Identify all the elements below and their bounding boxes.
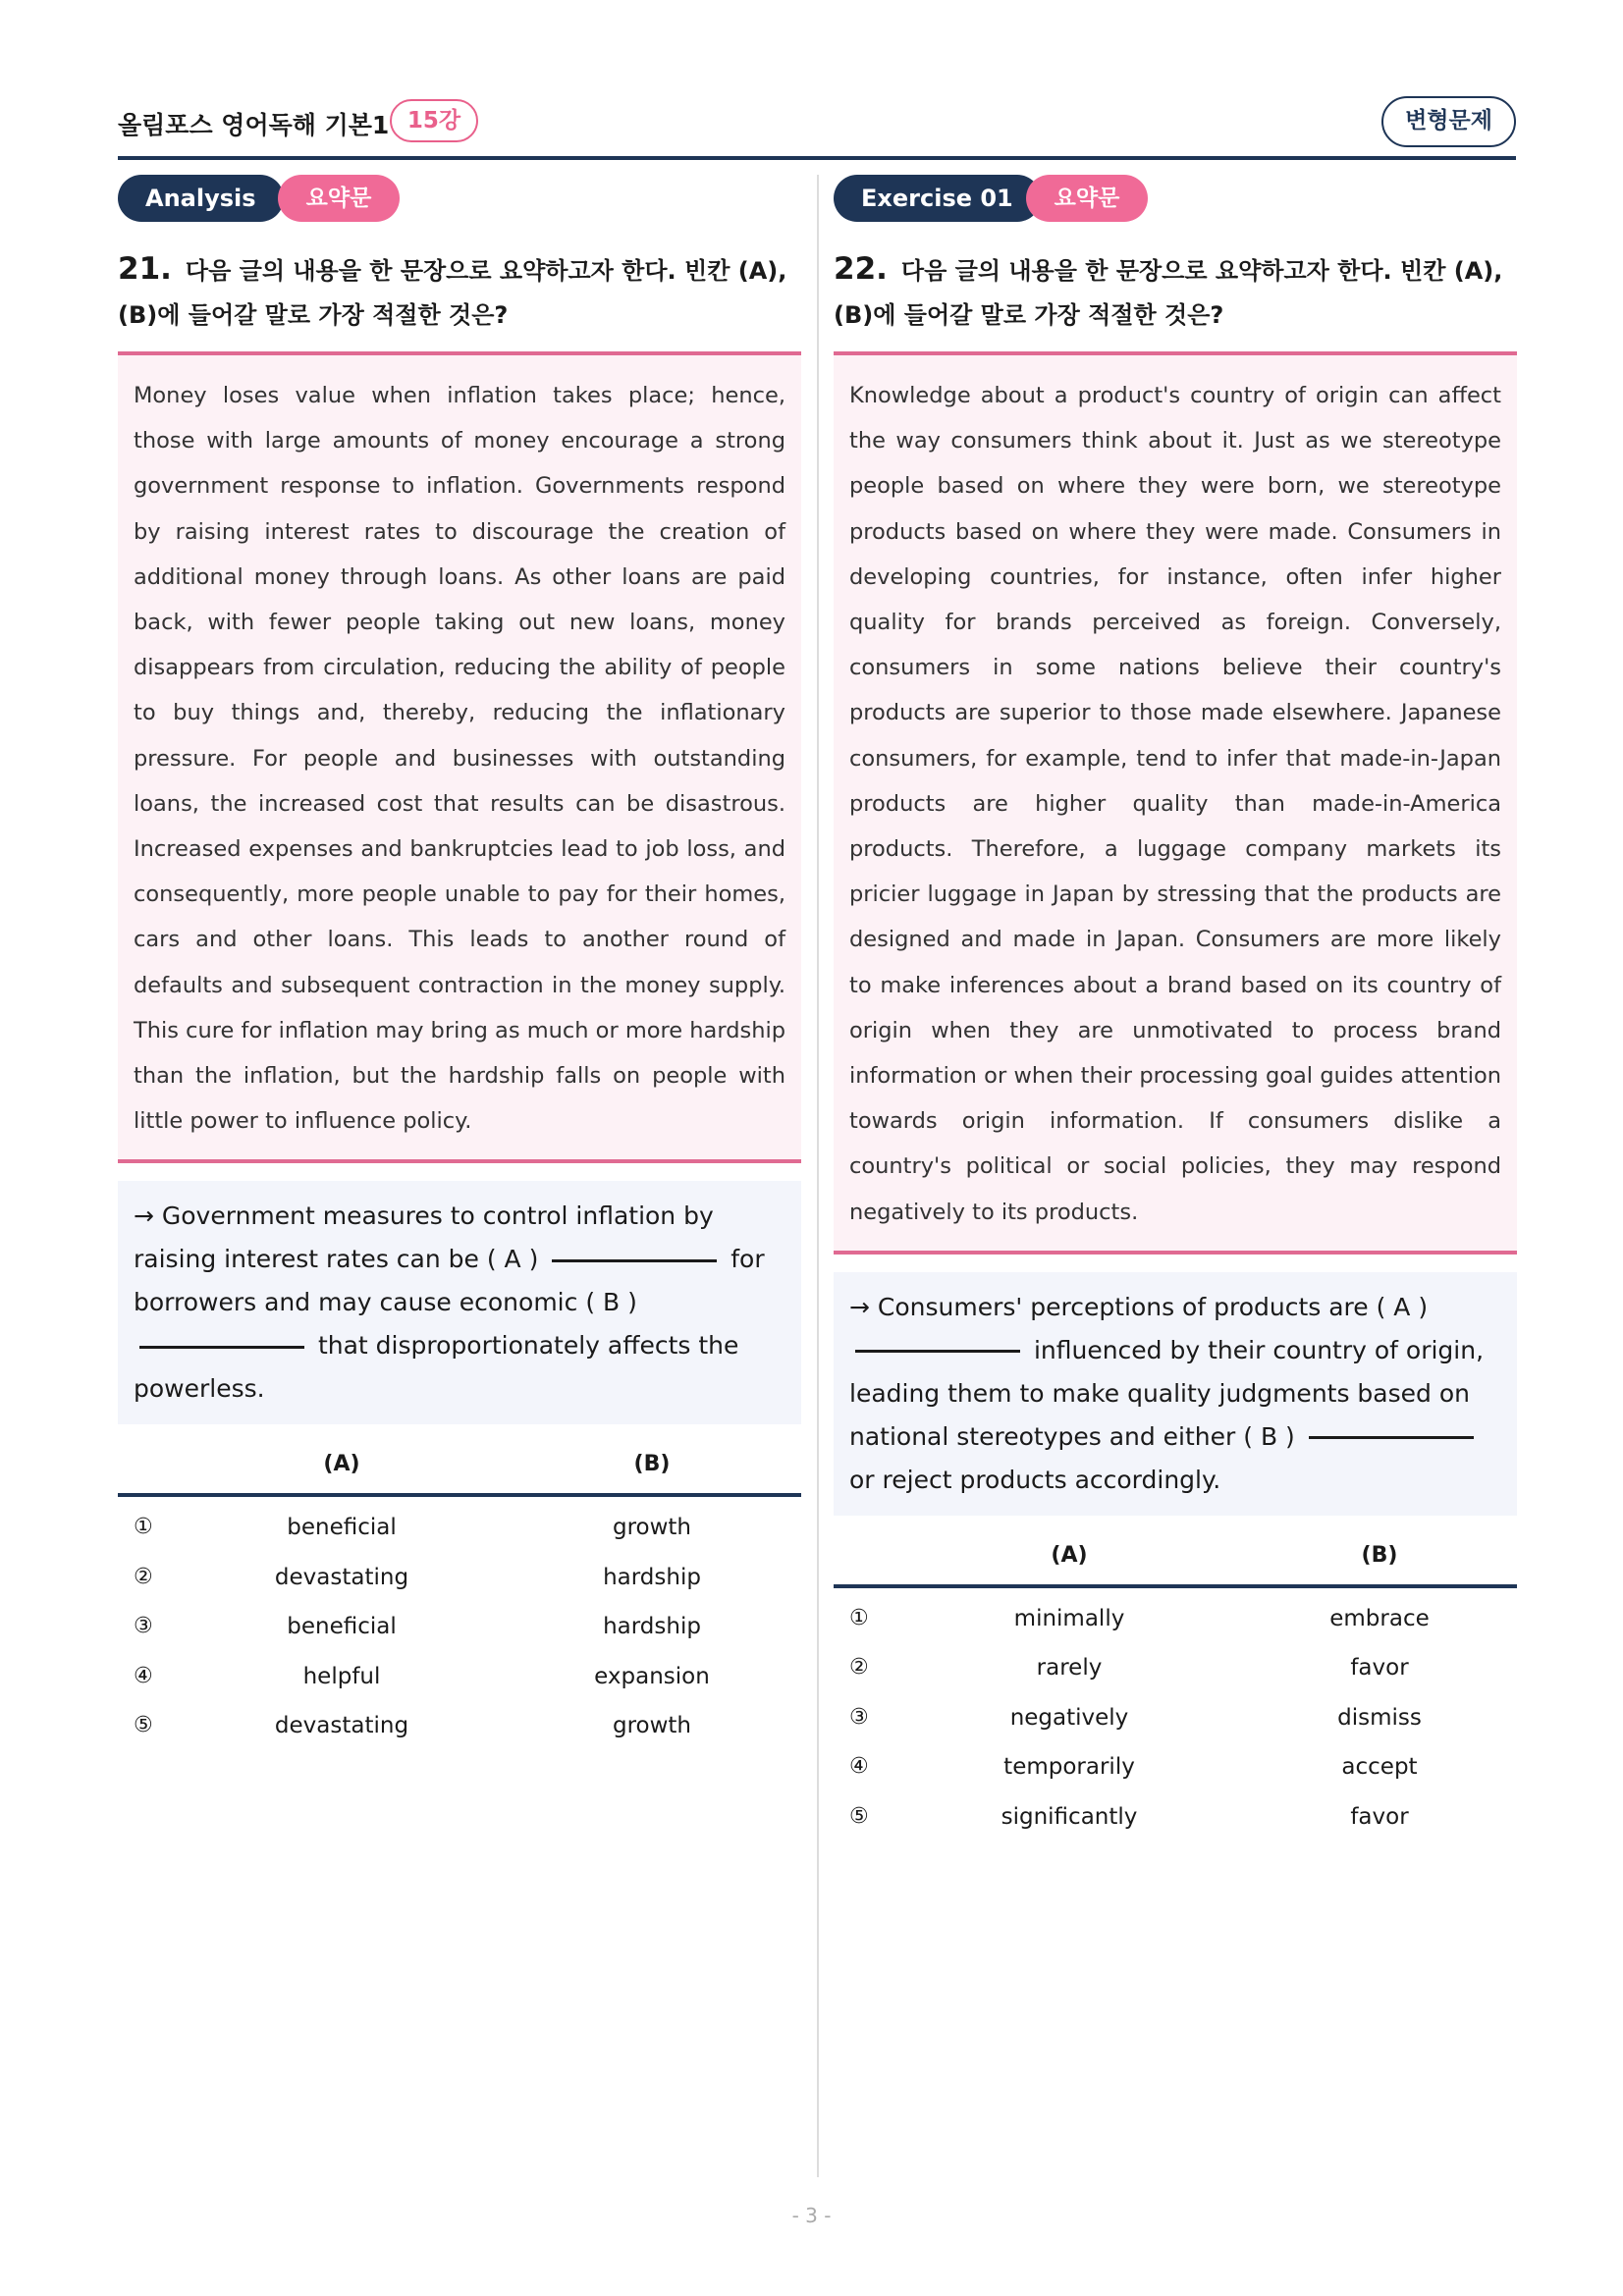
question-number: 21. — [118, 251, 172, 287]
blank-a — [552, 1259, 717, 1262]
question-title — [118, 247, 801, 338]
option-b: expansion — [594, 1663, 710, 1689]
summary-tag-pill: 요약문 — [278, 175, 400, 222]
page-number: - 3 - — [791, 2204, 832, 2227]
option-row[interactable] — [118, 1503, 801, 1553]
option-number: ⑤ — [134, 1713, 153, 1738]
exercise-pill: Exercise 01 — [834, 175, 1041, 222]
option-number: ③ — [849, 1704, 869, 1730]
passage-bottom-rule — [118, 1159, 801, 1163]
analysis-pill: Analysis — [118, 175, 284, 222]
option-row[interactable] — [118, 1652, 801, 1702]
option-number: ② — [134, 1564, 153, 1589]
blank-b — [1309, 1436, 1474, 1439]
option-number: ③ — [134, 1614, 153, 1639]
option-b: dismiss — [1337, 1704, 1422, 1731]
summary-part-2: for borrowers and may cause economic ( B ) — [134, 1245, 765, 1317]
summary-tag-pill: 요약문 — [1026, 175, 1148, 222]
page-header — [118, 96, 1516, 157]
option-a: helpful — [302, 1663, 381, 1689]
options-header-b: (B) — [1361, 1542, 1398, 1568]
option-b: favor — [1350, 1803, 1409, 1830]
passage-bottom-rule — [834, 1251, 1517, 1255]
option-row[interactable] — [118, 1553, 801, 1603]
options-header — [834, 1533, 1517, 1584]
option-row[interactable] — [834, 1594, 1517, 1644]
blank-a — [855, 1350, 1020, 1353]
right-badges — [834, 175, 1517, 222]
option-row[interactable] — [118, 1701, 801, 1751]
question-text: 다음 글의 내용을 한 문장으로 요약하고자 한다. 빈칸 (A), (B)에 들어갈 말로 가장 적절한 것은? — [834, 257, 1503, 329]
summary-part-2: influenced by their country of origin, leading them to make quality judgments based on national stereotypes and either ( B ) — [849, 1335, 1485, 1451]
question-number: 22. — [834, 251, 888, 287]
option-row[interactable] — [118, 1602, 801, 1652]
option-b: embrace — [1329, 1605, 1430, 1631]
option-number: ① — [134, 1515, 153, 1540]
options-header-b: (B) — [633, 1452, 671, 1477]
summary-part-1: → Government measures to control inflation by raising interest rates can be ( A ) — [134, 1201, 714, 1274]
option-b: favor — [1350, 1655, 1409, 1682]
option-number: ② — [849, 1655, 869, 1681]
option-b: accept — [1341, 1754, 1418, 1781]
option-a: minimally — [1013, 1605, 1125, 1631]
option-b: growth — [612, 1713, 692, 1739]
options-list — [118, 1497, 801, 1751]
option-a: beneficial — [287, 1515, 397, 1541]
summary-box — [118, 1181, 801, 1424]
option-number: ① — [849, 1605, 869, 1630]
option-a: rarely — [1036, 1655, 1103, 1682]
option-row[interactable] — [834, 1792, 1517, 1842]
option-b: hardship — [603, 1564, 701, 1590]
question-text: 다음 글의 내용을 한 문장으로 요약하고자 한다. 빈칸 (A), (B)에 들어갈 말로 가장 적절한 것은? — [118, 257, 787, 329]
option-b: growth — [612, 1515, 692, 1541]
option-a: beneficial — [287, 1614, 397, 1640]
option-number: ⑤ — [849, 1803, 869, 1829]
summary-box — [834, 1272, 1517, 1516]
option-row[interactable] — [834, 1693, 1517, 1743]
summary-part-1: → Consumers' perceptions of products are ( A ) — [849, 1292, 1429, 1321]
header-rule — [118, 156, 1516, 160]
left-column — [118, 175, 801, 1751]
passage: Knowledge about a product's country of origin can affect the way consumers think about it. Just as we stereotype people based on where they were born, we stereotype products based on where they were made. Consumers in developing countries, for instance, often infer higher quality for brands perceived as foreign. Conversely, consumers in some nations believe their country's products are superior to those made elsewhere. Japanese consumers, for example, tend to infer that made-in-Japan products are higher quality than made-in-America products. Therefore, a luggage company markets its pricier luggage in Japan by stressing that the products are designed and made in Japan. Consumers are more likely to make inferences about a brand based on its country of origin when they are unmotivated to process brand information or when their processing goal guides attention towards origin information. If consumers dislike a country's political or social policies, they may respond negatively to its products. — [834, 355, 1517, 1251]
option-b: hardship — [603, 1614, 701, 1640]
summary-part-3: or reject products accordingly. — [849, 1465, 1221, 1494]
options-header-a: (A) — [1051, 1542, 1088, 1568]
question-type-badge: 변형문제 — [1381, 96, 1516, 147]
summary-part-3: that disproportionately affects the powerless. — [134, 1331, 739, 1404]
option-a: significantly — [1001, 1803, 1138, 1830]
book-title: 올림포스 영어독해 기본1 — [118, 111, 390, 139]
column-divider — [817, 175, 819, 2177]
option-row[interactable] — [834, 1742, 1517, 1792]
options-list — [834, 1588, 1517, 1842]
option-number: ④ — [134, 1663, 153, 1688]
options-header-a: (A) — [323, 1452, 360, 1477]
passage: Money loses value when inflation takes place; hence, those with large amounts of money encourage a strong government response to inflation. Governments respond by raising interest rates to discourage the creation of additional money through loans. As other loans are paid back, with fewer people taking out new loans, money disappears from circulation, reducing the ability of people to buy things and, thereby, reducing the inflationary pressure. For people and businesses with outstanding loans, the increased cost that results can be disastrous. Increased expenses and bankruptcies lead to job loss, and consequently, more people unable to pay for their homes, cars and other loans. This leads to another round of defaults and subsequent contraction in the money supply. This cure for inflation may bring as much or more hardship than the inflation, but the hardship falls on people with little power to influence policy. — [118, 355, 801, 1159]
option-a: devastating — [274, 1564, 409, 1590]
question-title — [834, 247, 1517, 338]
lesson-badge: 15강 — [390, 99, 478, 142]
option-a: devastating — [274, 1713, 409, 1739]
option-a: temporarily — [1003, 1754, 1135, 1781]
blank-b — [139, 1346, 304, 1349]
option-row[interactable] — [834, 1643, 1517, 1693]
option-number: ④ — [849, 1754, 869, 1780]
options-header — [118, 1442, 801, 1493]
left-badges — [118, 175, 801, 222]
right-column — [834, 175, 1517, 1842]
option-a: negatively — [1009, 1704, 1129, 1731]
